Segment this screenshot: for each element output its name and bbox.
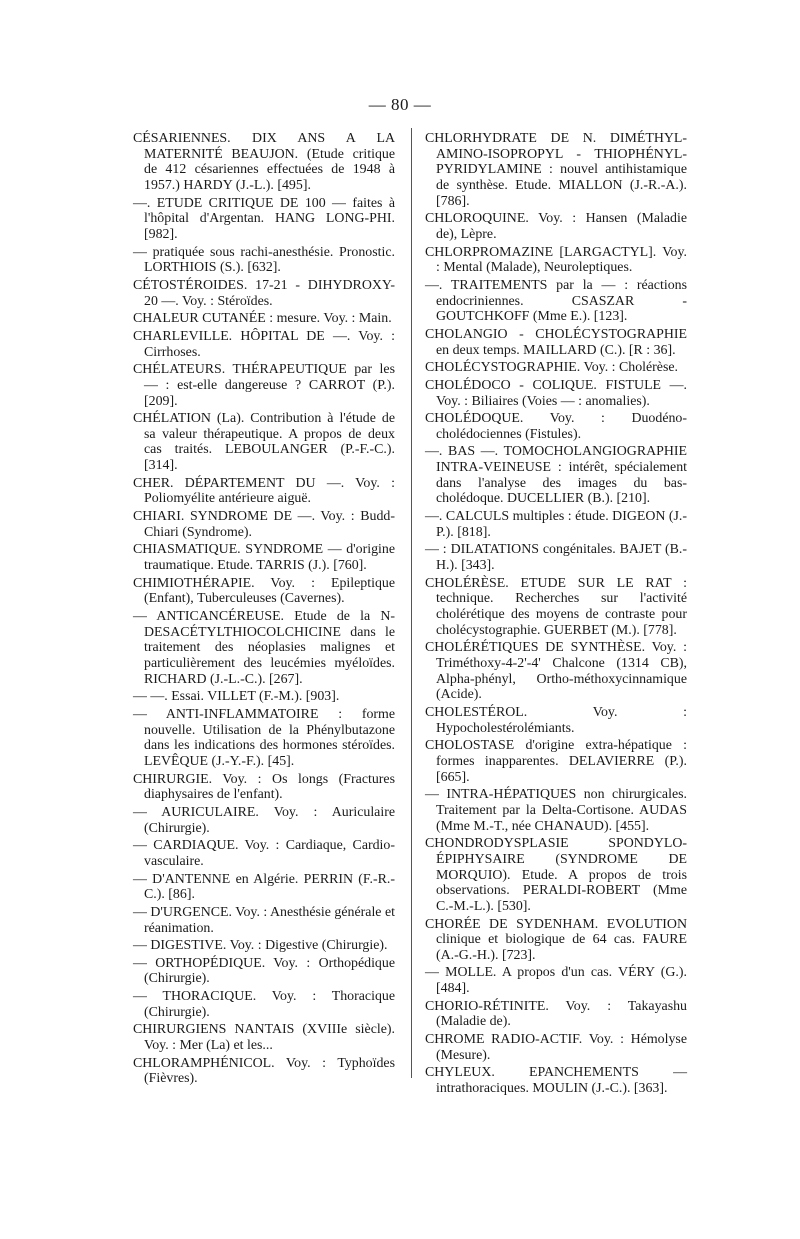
index-entry: CHORIO-RÉTINITE. Voy. : Takayashu (Maladie de). [425, 998, 687, 1030]
index-entry: — AURICULAIRE. Voy. : Auriculaire (Chirurgie). [133, 804, 395, 836]
index-entry: CHOLANGIO - CHOLÉCYSTOGRAPHIE en deux temps. MAILLARD (C.). [R : 36]. [425, 326, 687, 358]
index-entry: —. BAS —. TOMOCHOLANGIOGRAPHIE INTRA-VEINEUSE : intérêt, spécialement dans l'analyse des images du bas-cholédoque. DUCELLIER (B.). [210]. [425, 444, 687, 507]
index-entry: CHIRURGIE. Voy. : Os longs (Fractures diaphysaires de l'enfant). [133, 771, 395, 803]
index-entry: — MOLLE. A propos d'un cas. VÉRY (G.). [484]. [425, 965, 687, 997]
index-entry: CHOLÉRÉTIQUES DE SYNTHÈSE. Voy. : Triméthoxy-4-2'-4' Chalcone (1314 CB), Alpha-phényl, Ortho-méthoxycinnamique (Acide). [425, 640, 687, 703]
index-entry: CHORÉE DE SYDENHAM. EVOLUTION clinique et biologique de 64 cas. FAURE (A.-G.-H.). [723]. [425, 916, 687, 963]
index-entry: — ANTI-INFLAMMATOIRE : forme nouvelle. Utilisation de la Phénylbutazone dans les indications des hormones stéroïdes. LEVÊQUE (J.-Y.-F.). [45]. [133, 706, 395, 769]
index-entry: — D'URGENCE. Voy. : Anesthésie générale et réanimation. [133, 904, 395, 936]
right-column [425, 131, 687, 1099]
index-entry: CHOLESTÉROL. Voy. : Hypocholestérolémiants. [425, 704, 687, 736]
index-entry: — ORTHOPÉDIQUE. Voy. : Orthopédique (Chirurgie). [133, 955, 395, 987]
index-entry: CHALEUR CUTANÉE : mesure. Voy. : Main. [133, 311, 392, 327]
index-entry: —. CALCULS multiples : étude. DIGEON (J.-P.). [818]. [425, 509, 687, 540]
index-entry: CÉTOSTÉROIDES. 17-21 - DIHYDROXY-20 —. Voy. : Stéroïdes. [133, 277, 395, 309]
index-entry: CHÉLATION (La). Contribution à l'étude de sa valeur thérapeutique. A propos de deux cas traités. LEBOULANGER (P.-F.-C.). [314]. [133, 411, 395, 474]
index-entry: CHER. DÉPARTEMENT DU —. Voy. : Poliomyélite antérieure aiguë. [133, 475, 395, 507]
index-entry: — DIGESTIVE. Voy. : Digestive (Chirurgie). [133, 938, 388, 954]
index-entry: CHONDRODYSPLASIE SPONDYLO-ÉPIPHYSAIRE (SYNDROME DE MORQUIO). Etude. A propos de trois observations. PERALDI-ROBERT (Mme C.-M.-L.). [530]. [425, 836, 687, 914]
index-entry: CHYLEUX. EPANCHEMENTS — intrathoraciques. MOULIN (J.-C.). [363]. [425, 1065, 687, 1097]
index-entry: — D'ANTENNE en Algérie. PERRIN (F.-R.-C.). [86]. [133, 871, 395, 903]
index-entry: CHARLEVILLE. HÔPITAL DE —. Voy. : Cirrhoses. [133, 328, 395, 360]
index-entry: CHOLOSTASE d'origine extra-hépatique : formes inapparentes. DELAVIERRE (P.). [665]. [425, 738, 687, 785]
index-entry: — —. Essai. VILLET (F.-M.). [903]. [133, 689, 340, 705]
index-entry: CÉSARIENNES. DIX ANS A LA MATERNITÉ BEAUJON. (Etude critique de 412 césariennes effectuées de 1948 à 1957.) HARDY (J.-L.). [495]. [133, 131, 395, 193]
index-entry: CHROME RADIO-ACTIF. Voy. : Hémolyse (Mesure). [425, 1032, 687, 1063]
index-entry: CHIARI. SYNDROME DE —. Voy. : Budd-Chiari (Syndrome). [133, 509, 395, 540]
index-entry: — THORACIQUE. Voy. : Thoracique (Chirurgie). [133, 989, 395, 1020]
left-column [133, 131, 395, 1089]
index-entry: CHLORAMPHÉNICOL. Voy. : Typhoïdes (Fièvres). [133, 1055, 395, 1087]
index-entry: CHIASMATIQUE. SYNDROME — d'origine traumatique. Etude. TARRIS (J.). [760]. [133, 542, 395, 574]
index-entry: CHOLÉDOQUE. Voy. : Duodéno-cholédociennes (Fistules). [425, 411, 687, 442]
index-entry: — : DILATATIONS congénitales. BAJET (B.-H.). [343]. [425, 542, 687, 574]
index-entry: —. TRAITEMENTS par la — : réactions endocriniennes. CSASZAR - GOUTCHKOFF (Mme E.). [123]. [425, 277, 687, 325]
index-entry: CHIRURGIENS NANTAIS (XVIIIe siècle). Voy. : Mer (La) et les... [133, 1022, 395, 1054]
index-entry: — pratiquée sous rachi-anesthésie. Pronostic. LORTHIOIS (S.). [632]. [133, 244, 395, 276]
index-entry: — INTRA-HÉPATIQUES non chirurgicales. Traitement par la Delta-Cortisone. AUDAS (Mme M.-T., née CHANAUD). [455]. [425, 787, 687, 834]
page-number: — 80 — [368, 95, 432, 114]
index-entry: CHOLÉRÈSE. ETUDE SUR LE RAT : technique. Recherches sur l'activité cholérétique des moyens de contraste pour cholécystographie. GUERBET (M.). [778]. [425, 575, 687, 638]
index-entry: CHOLÉCYSTOGRAPHIE. Voy. : Cholérèse. [425, 360, 678, 376]
index-entry: — ANTICANCÉREUSE. Etude de la N-DESACÉTYLTHIOCOLCHICINE dans le traitement des néoplasies malignes et particulièrement des leucémies myéloïdes. RICHARD (J.-L.-C.). [267]. [133, 609, 395, 687]
index-entry: CHIMIOTHÉRAPIE. Voy. : Epileptique (Enfant), Tuberculeuses (Cavernes). [133, 575, 395, 607]
index-entry: CHLORHYDRATE DE N. DIMÉTHYL-AMINO-ISOPROPYL - THIOPHÉNYL-PYRIDYLAMINE : nouvel antihistamique de synthèse. Etude. MIALLON (J.-R.-A.). [786]. [425, 131, 687, 209]
index-entry: CHLORPROMAZINE [LARGACTYL]. Voy. : Mental (Malade), Neuroleptiques. [425, 244, 687, 276]
index-entry: CHOLÉDOCO - COLIQUE. FISTULE —. Voy. : Biliaires (Voies — : anomalies). [425, 377, 687, 409]
index-entry: —. ETUDE CRITIQUE DE 100 — faites à l'hôpital d'Argentan. HANG LONG-PHI. [982]. [133, 195, 395, 242]
index-entry: CHÉLATEURS. THÉRAPEUTIQUE par les — : est-elle dangereuse ? CARROT (P.). [209]. [133, 362, 395, 409]
index-entry: CHLOROQUINE. Voy. : Hansen (Maladie de), Lèpre. [425, 211, 687, 242]
column-divider [411, 128, 412, 1078]
index-entry: — CARDIAQUE. Voy. : Cardiaque, Cardio-vasculaire. [133, 838, 395, 869]
